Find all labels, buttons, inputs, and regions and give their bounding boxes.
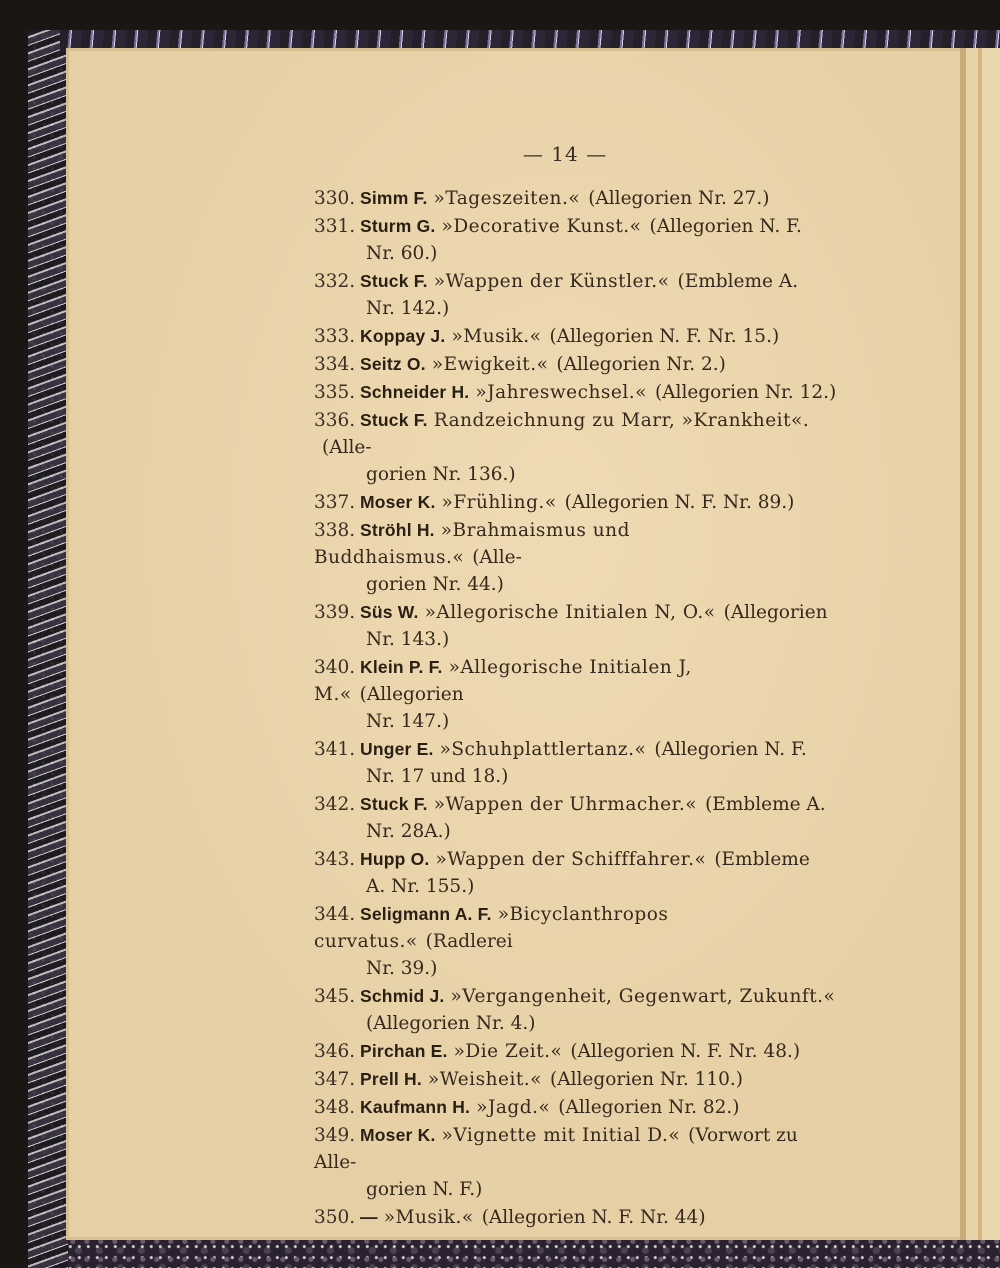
entry-number: 350. — [314, 1207, 356, 1228]
entry-title: »Allegorische Initialen N, O.« — [424, 602, 716, 623]
entry-artist: Stuck F. — [360, 410, 428, 430]
entry-continuation: Nr. 39.) — [366, 958, 438, 979]
entry-title: »Schuhplattlertanz.« — [439, 739, 647, 760]
entry-reference: (Allegorien N. F. Nr. 89.) — [564, 492, 795, 513]
entry-title: »Allegorische Initialen J, M.« — [314, 657, 692, 705]
entry-artist: Stuck F. — [360, 794, 428, 814]
entry-number: 344. — [314, 904, 356, 925]
entry-artist: Moser K. — [360, 1125, 436, 1145]
entry-reference: (Allegorien Nr. 12.) — [654, 382, 837, 403]
entry-reference: (Allegorien N. F. — [649, 216, 802, 237]
entry-number: 349. — [314, 1125, 356, 1146]
catalog-entry — [314, 1066, 844, 1093]
entry-artist: Sturm G. — [360, 216, 436, 236]
entry-continuation: Nr. 60.) — [366, 243, 438, 264]
entry-first-line — [314, 407, 844, 461]
entry-artist: Stuck F. — [360, 271, 428, 291]
catalog-entry — [314, 379, 844, 406]
entry-reference: (Embleme A. — [677, 271, 799, 292]
entry-continuation: (Allegorien Nr. 4.) — [366, 1013, 536, 1034]
entry-first-line — [314, 213, 844, 240]
entry-first-line — [314, 517, 844, 571]
entry-reference: (Allegorien Nr. 110.) — [550, 1069, 744, 1090]
entry-first-line — [314, 1204, 844, 1231]
catalog-entry — [314, 654, 844, 735]
entry-reference: (Radlerei — [425, 931, 513, 952]
entry-reference: (Allegorien Nr. 82.) — [558, 1097, 740, 1118]
entry-number: 339. — [314, 602, 356, 623]
catalog-entry — [314, 1094, 844, 1121]
entry-number: 335. — [314, 382, 356, 403]
entry-first-line — [314, 654, 844, 708]
entry-number: 331. — [314, 216, 356, 237]
entry-first-line — [314, 901, 844, 955]
entry-number: 333. — [314, 326, 356, 347]
catalog-entry — [314, 323, 844, 350]
entry-reference: (Allegorien — [723, 602, 828, 623]
catalog-entry — [314, 1204, 844, 1231]
entry-title: »Vignette mit Initial D.« — [441, 1125, 681, 1146]
entry-reference: (Allegorien N. F. Nr. 15.) — [549, 326, 780, 347]
entry-continuation: A. Nr. 155.) — [366, 876, 475, 897]
entry-number: 330. — [314, 188, 356, 209]
entry-artist: Unger E. — [360, 739, 434, 759]
entry-reference: (Alle- — [472, 547, 522, 568]
entry-artist: Kaufmann H. — [360, 1097, 471, 1117]
entry-first-line — [314, 1122, 844, 1176]
page-number: — 14 — — [522, 142, 608, 166]
entry-number: 337. — [314, 492, 356, 513]
catalog-entry — [314, 185, 844, 212]
entry-first-line — [314, 489, 844, 516]
entry-reference: (Embleme A. — [705, 794, 826, 815]
marbled-endpaper-left — [28, 30, 68, 1268]
catalog-entry — [314, 213, 844, 267]
entry-number: 332. — [314, 271, 356, 292]
entry-title: »Wappen der Künstler.« — [433, 271, 670, 292]
catalog-entry — [314, 736, 844, 790]
catalog-entry — [314, 791, 844, 845]
entry-first-line — [314, 323, 844, 350]
catalog-entry — [314, 407, 844, 488]
entry-first-line — [314, 1038, 844, 1065]
entry-first-line — [314, 268, 844, 295]
entry-number: 345. — [314, 986, 356, 1007]
entry-number: 336. — [314, 410, 356, 431]
entry-title: »Frühling.« — [441, 492, 557, 513]
entry-number: 342. — [314, 794, 356, 815]
entry-number: 346. — [314, 1041, 356, 1062]
catalog-entry — [314, 901, 844, 982]
entry-number: 343. — [314, 849, 356, 870]
entry-continuation: Nr. 28A.) — [366, 821, 451, 842]
entry-first-line — [314, 736, 844, 763]
entry-reference: (Allegorien N. F. Nr. 44) — [481, 1207, 706, 1228]
entry-artist: Süs W. — [360, 602, 419, 622]
entry-continuation: Nr. 147.) — [366, 711, 450, 732]
entry-first-line — [314, 599, 844, 626]
entry-reference: (Allegorien N. F. Nr. 48.) — [570, 1041, 801, 1062]
entry-reference: (Embleme — [714, 849, 810, 870]
entry-artist: Simm F. — [360, 188, 428, 208]
entry-first-line — [314, 185, 844, 212]
entry-number: 348. — [314, 1097, 356, 1118]
entry-artist: Moser K. — [360, 492, 436, 512]
entry-first-line — [314, 983, 844, 1010]
entry-reference: (Alle- — [322, 437, 372, 458]
catalog-entry — [314, 846, 844, 900]
entry-first-line — [314, 1066, 844, 1093]
catalog-entry-list — [314, 185, 844, 1232]
catalog-entry — [314, 517, 844, 598]
entry-number: 347. — [314, 1069, 356, 1090]
entry-artist: Koppay J. — [360, 326, 446, 346]
catalog-entry — [314, 489, 844, 516]
entry-number: 334. — [314, 354, 356, 375]
page-edges — [960, 48, 1000, 1240]
entry-title: »Vergangenheit, Gegenwart, Zukunft.« — [450, 986, 836, 1007]
entry-artist: Hupp O. — [360, 849, 430, 869]
entry-artist: — — [360, 1207, 378, 1227]
entry-title: »Wappen der Schifffahrer.« — [435, 849, 707, 870]
entry-reference: (Allegorien Nr. 27.) — [588, 188, 770, 209]
entry-title: »Die Zeit.« — [453, 1041, 563, 1062]
entry-continuation: Nr. 142.) — [366, 298, 450, 319]
entry-title: »Brahmaismus und Buddhaismus.« — [314, 520, 630, 568]
entry-title: Randzeichnung zu Marr, »Krankheit«. — [433, 410, 810, 431]
entry-first-line — [314, 846, 844, 873]
entry-continuation: Nr. 143.) — [366, 629, 450, 650]
entry-artist: Seligmann A. F. — [360, 904, 492, 924]
entry-continuation: Nr. 17 und 18.) — [366, 766, 509, 787]
entry-first-line — [314, 1094, 844, 1121]
catalog-entry — [314, 1038, 844, 1065]
entry-first-line — [314, 791, 844, 818]
entry-first-line — [314, 379, 844, 406]
catalog-entry — [314, 351, 844, 378]
entry-reference: (Allegorien Nr. 2.) — [556, 354, 726, 375]
catalog-entry — [314, 599, 844, 653]
catalog-entry — [314, 1122, 844, 1203]
entry-title: »Weisheit.« — [427, 1069, 543, 1090]
entry-artist: Klein P. F. — [360, 657, 443, 677]
catalog-entry — [314, 983, 844, 1037]
entry-artist: Pirchan E. — [360, 1041, 448, 1061]
entry-artist: Seitz O. — [360, 354, 426, 374]
entry-artist: Schmid J. — [360, 986, 445, 1006]
entry-title: »Jahreswechsel.« — [475, 382, 647, 403]
entry-number: 338. — [314, 520, 356, 541]
entry-title: »Musik.« — [451, 326, 542, 347]
entry-title: »Wappen der Uhrmacher.« — [433, 794, 698, 815]
entry-title: »Musik.« — [383, 1207, 474, 1228]
entry-title: »Bicyclanthropos curvatus.« — [314, 904, 669, 952]
entry-artist: Ströhl H. — [360, 520, 435, 540]
entry-number: 341. — [314, 739, 356, 760]
entry-reference: (Allegorien — [359, 684, 464, 705]
entry-continuation: gorien Nr. 136.) — [366, 464, 516, 485]
entry-title: »Decorative Kunst.« — [441, 216, 642, 237]
catalog-entry — [314, 268, 844, 322]
entry-continuation: gorien N. F.) — [366, 1179, 483, 1200]
entry-continuation: gorien Nr. 44.) — [366, 574, 504, 595]
entry-title: »Jagd.« — [476, 1097, 551, 1118]
entry-reference: (Allegorien N. F. — [654, 739, 807, 760]
entry-number: 340. — [314, 657, 356, 678]
entry-artist: Schneider H. — [360, 382, 470, 402]
entry-reference: (Vorwort zu Alle- — [314, 1125, 798, 1173]
entry-artist: Prell H. — [360, 1069, 422, 1089]
entry-title: »Tageszeiten.« — [433, 188, 581, 209]
entry-first-line — [314, 351, 844, 378]
entry-title: »Ewigkeit.« — [431, 354, 549, 375]
